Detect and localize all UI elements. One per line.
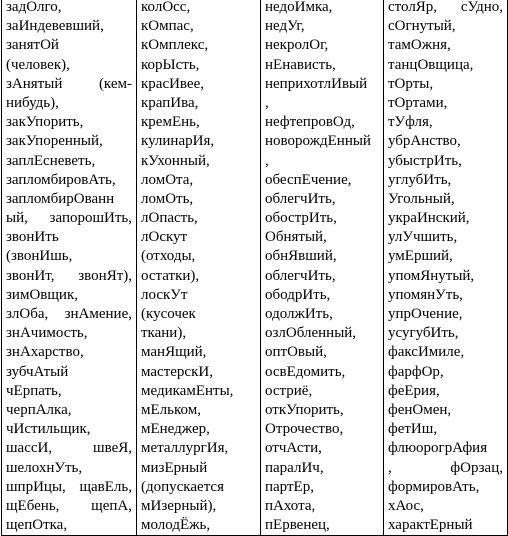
word-line: звонИт, звонЯт),: [6, 267, 132, 284]
word-line: отчАсти,: [265, 440, 322, 457]
word-line: звонИть: [6, 229, 59, 246]
word-line: фарфОр,: [388, 363, 444, 380]
word-line: мизЕрный: [141, 459, 208, 476]
word-column-4: [384, 0, 508, 536]
word-line: кулинарИя,: [141, 133, 215, 150]
word-line: одолжИть,: [265, 306, 333, 322]
word-line: тОртами,: [388, 94, 448, 111]
word-line: сОгнутый,: [388, 18, 456, 35]
word-line: металлургИя,: [141, 440, 229, 457]
table-row: [2, 0, 508, 536]
word-line: мЕнеджер,: [141, 421, 210, 438]
word-line: новорождЕнный: [265, 133, 371, 150]
word-column-2: [137, 0, 261, 536]
word-line: неприхотлИвый: [265, 75, 368, 92]
word-line: флюорогрАфия: [388, 440, 488, 457]
word-line: упомЯнутый,: [388, 267, 475, 284]
word-line: мастерскИ,: [141, 363, 213, 380]
word-line: Угольный,: [388, 190, 455, 207]
word-line: ломОть,: [141, 190, 194, 207]
word-line: пАхота,: [265, 497, 316, 514]
word-line: оптОвый,: [265, 344, 327, 361]
word-line: знАчимость,: [6, 325, 88, 342]
word-line: щЕбень, щепА,: [6, 497, 132, 514]
word-line: Обнятый,: [265, 229, 327, 246]
word-line: ломОта,: [141, 171, 194, 188]
word-line: хАос,: [388, 497, 424, 514]
word-line: улУчшить,: [388, 229, 458, 246]
word-line: остатки),: [141, 267, 200, 284]
word-column-1: [2, 0, 137, 536]
word-line: освЕдомить,: [265, 363, 346, 380]
word-line: красИвее,: [141, 75, 204, 92]
word-line: мЕльком,: [141, 401, 201, 418]
word-line: знАхарство,: [6, 344, 84, 361]
word-line: недУг,: [265, 18, 305, 35]
word-line: остриё,: [265, 382, 313, 399]
word-line: пЕрвенец,: [265, 517, 330, 534]
word-line: кУхонный,: [141, 152, 210, 169]
word-line: заплЕсневеть,: [6, 152, 96, 169]
word-line: закУпорить,: [6, 114, 84, 131]
word-line: кремЕнь,: [141, 114, 200, 131]
word-line: недоИмка,: [265, 0, 333, 15]
word-line: мИзерный),: [141, 497, 217, 514]
word-line: убыстрИть,: [388, 152, 462, 169]
word-line: феЕрия,: [388, 382, 440, 399]
word-line: закУпоренный,: [6, 133, 103, 150]
word-line: заИндевевший,: [6, 18, 104, 35]
word-line: тОрты,: [388, 75, 434, 92]
word-line: ,: [265, 94, 269, 111]
word-line: углубИть,: [388, 171, 452, 188]
word-line: ,: [265, 152, 269, 169]
word-line: запломбировАть,: [6, 171, 116, 188]
word-line: факсИмиле,: [388, 344, 465, 361]
word-line: тУфля,: [388, 114, 433, 131]
word-line: ободрИть,: [265, 286, 331, 303]
word-line: (допускается: [141, 478, 224, 495]
word-line: , фОрзац,: [388, 459, 503, 476]
word-stress-table: [1, 0, 508, 536]
word-line: корЫсть,: [141, 56, 200, 73]
word-line: колОсс,: [141, 0, 191, 15]
word-line: фенОмен,: [388, 401, 452, 418]
word-line: характЕрный: [388, 517, 473, 534]
word-line: (человек),: [6, 56, 70, 73]
word-line: шпрИцы, щавЕль,: [6, 478, 132, 495]
word-line: запломбирОванн: [6, 190, 115, 207]
word-line: ый, запорошИть,: [6, 210, 132, 227]
word-line: зАнятый (кем-: [6, 75, 132, 92]
word-line: ткани),: [141, 325, 187, 342]
word-line: щепОтка,: [6, 517, 68, 534]
word-line: фетИш,: [388, 421, 438, 438]
word-line: умЕрший,: [388, 248, 453, 265]
word-line: паралИч,: [265, 459, 324, 476]
word-line: нЕнависть,: [265, 56, 336, 73]
word-line: лоскУт: [141, 286, 188, 303]
word-line: злОба, знАмение,: [6, 306, 132, 322]
word-line: (отходы,: [141, 248, 196, 265]
word-line: лОскут: [141, 229, 188, 246]
word-line: обеспЕчение,: [265, 171, 352, 188]
word-line: нефтепровОд,: [265, 114, 355, 131]
word-line: крапИва,: [141, 94, 199, 111]
word-line: чИстильщик,: [6, 421, 91, 438]
word-line: столЯр, сУдно,: [388, 0, 503, 15]
word-line: озлОбленный,: [265, 325, 357, 342]
word-line: упомянУть,: [388, 286, 463, 303]
word-line: обострИть,: [265, 210, 337, 227]
word-line: занятОй: [6, 37, 59, 54]
word-line: Отрочество,: [265, 421, 344, 438]
word-line: формировАть,: [388, 478, 480, 495]
word-line: тамОжня,: [388, 37, 451, 54]
word-line: партЕр,: [265, 478, 314, 495]
word-line: медикамЕнты,: [141, 382, 234, 399]
word-line: чЕрпать,: [6, 382, 62, 399]
word-line: некролОг,: [265, 37, 329, 54]
word-line: украИнский,: [388, 210, 470, 227]
word-line: облегчИть,: [265, 190, 336, 207]
word-line: упрОчение,: [388, 306, 463, 322]
word-line: танцОвщица,: [388, 56, 474, 73]
word-line: кОмпас,: [141, 18, 194, 35]
word-line: зубчАтый: [6, 363, 69, 380]
word-line: задОлго,: [6, 0, 62, 15]
word-line: шассИ, швеЯ,: [6, 440, 132, 457]
word-line: кОмплекс,: [141, 37, 209, 54]
word-line: манЯщий,: [141, 344, 207, 361]
word-line: откУпорить,: [265, 401, 344, 418]
word-line: (звонИшь,: [6, 248, 73, 265]
word-line: облегчИть,: [265, 267, 336, 284]
word-line: черпАлка,: [6, 401, 72, 418]
word-line: молодЁжь,: [141, 517, 211, 534]
word-line: убрАнство,: [388, 133, 461, 150]
word-column-3: [261, 0, 384, 536]
word-line: обнЯвший,: [265, 248, 337, 265]
word-line: нибудь),: [6, 94, 59, 111]
word-line: шелохнУть,: [6, 459, 83, 476]
word-line: лОпасть,: [141, 210, 198, 227]
word-line: (кусочек: [141, 306, 196, 322]
word-line: зимОвщик,: [6, 286, 78, 303]
word-line: усугубИть,: [388, 325, 459, 342]
